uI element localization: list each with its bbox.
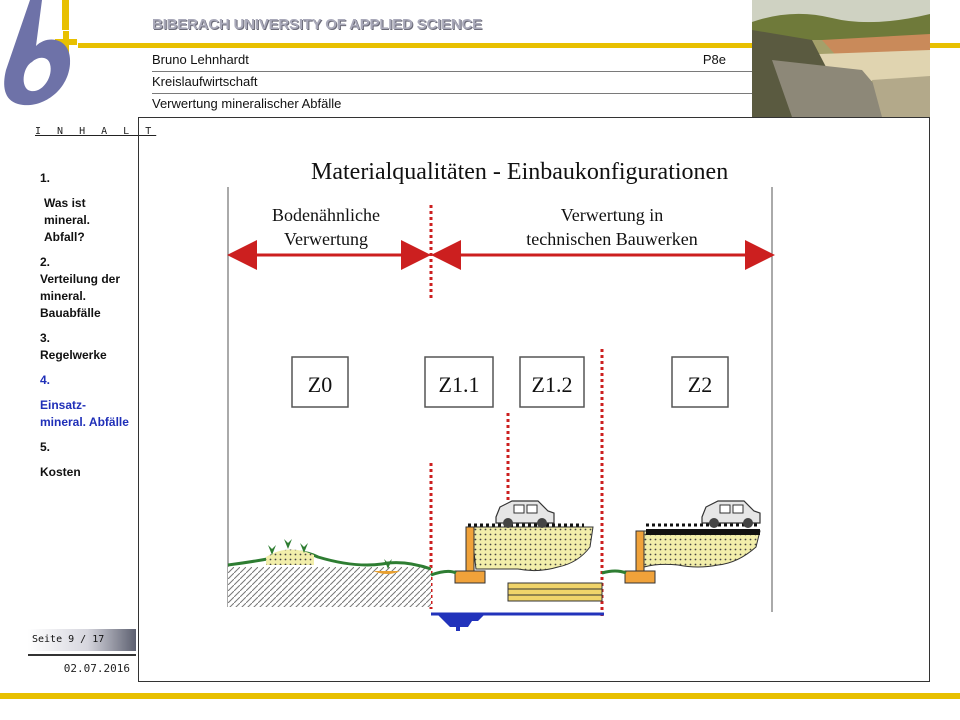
zone-label-z12: Z1.2 (531, 372, 573, 397)
foundation-block (455, 571, 485, 583)
toc-item-5[interactable] (40, 439, 130, 481)
university-logo (0, 0, 90, 120)
z0-soil-illustration (228, 539, 431, 607)
z2-embankment-illustration (602, 525, 760, 583)
diagram-canvas (138, 117, 930, 682)
header-topic-row (152, 93, 752, 115)
foundation-block (625, 571, 655, 583)
sealing-layer (646, 529, 760, 535)
sidebar-heading: I N H A L T (35, 126, 157, 137)
toc-item-number: 2. (40, 255, 51, 269)
toc-item-number: 3. (40, 331, 51, 345)
toc-item-4[interactable] (40, 372, 130, 431)
topic-name: Verwertung mineralischer Abfälle (152, 96, 342, 111)
zone-label-z0: Z0 (307, 372, 333, 397)
footer-accent-line (0, 693, 960, 699)
zone-box-z2 (672, 357, 728, 407)
header-course-row (152, 71, 752, 94)
zone-label-z11: Z1.1 (438, 372, 480, 397)
toc-item-3[interactable] (40, 330, 130, 364)
toc-item-label: Einsatz-mineral. Abfälle (40, 398, 129, 429)
page-indicator: Seite 9 / 17 (28, 629, 136, 651)
table-of-contents (40, 170, 130, 489)
logo-b-shape (4, 0, 70, 105)
right-category-line1: Verwertung in (560, 205, 664, 225)
zone-label-z2: Z2 (687, 372, 713, 397)
left-category-line2: Verwertung (284, 229, 368, 249)
zone-box-z11 (425, 357, 493, 407)
toc-item-number: 5. (40, 440, 51, 454)
left-category-line1: Bodenähnliche (272, 205, 380, 225)
right-category-line2: technischen Bauwerken (526, 229, 698, 249)
retaining-wall (466, 527, 474, 573)
sidebar-divider (28, 654, 136, 656)
layered-base (508, 583, 602, 601)
retaining-wall (636, 531, 644, 573)
toc-item-label: Kosten (40, 465, 81, 479)
author-name: Bruno Lehnhardt (152, 52, 249, 67)
toc-item-1[interactable] (40, 170, 130, 246)
logo-accent-bar (62, 0, 69, 30)
toc-item-number: 1. (40, 171, 51, 185)
z1-embankment-illustration (431, 525, 602, 601)
zone-box-z12 (520, 357, 584, 407)
toc-item-2[interactable] (40, 254, 130, 322)
quarry-photo (752, 0, 930, 117)
course-name: Kreislaufwirtschaft (152, 74, 258, 89)
toc-item-label: Was ist mineral. Abfall? (44, 196, 91, 244)
toc-item-label: Verteilung der mineral. Bauabfälle (40, 272, 121, 320)
toc-item-label: Regelwerke (40, 348, 107, 362)
diagram-title: Materialqualitäten - Einbaukonfigurationen (311, 159, 729, 185)
slide-date: 02.07.2016 (63, 662, 130, 675)
groundwater-indicator (431, 614, 604, 631)
header-author-row (152, 49, 752, 72)
slide-code: P8e (702, 52, 726, 67)
zone-box-z0 (292, 357, 348, 407)
toc-item-number: 4. (40, 373, 51, 387)
university-name: BIBERACH UNIVERSITY OF APPLIED SCIENCE (152, 16, 482, 33)
